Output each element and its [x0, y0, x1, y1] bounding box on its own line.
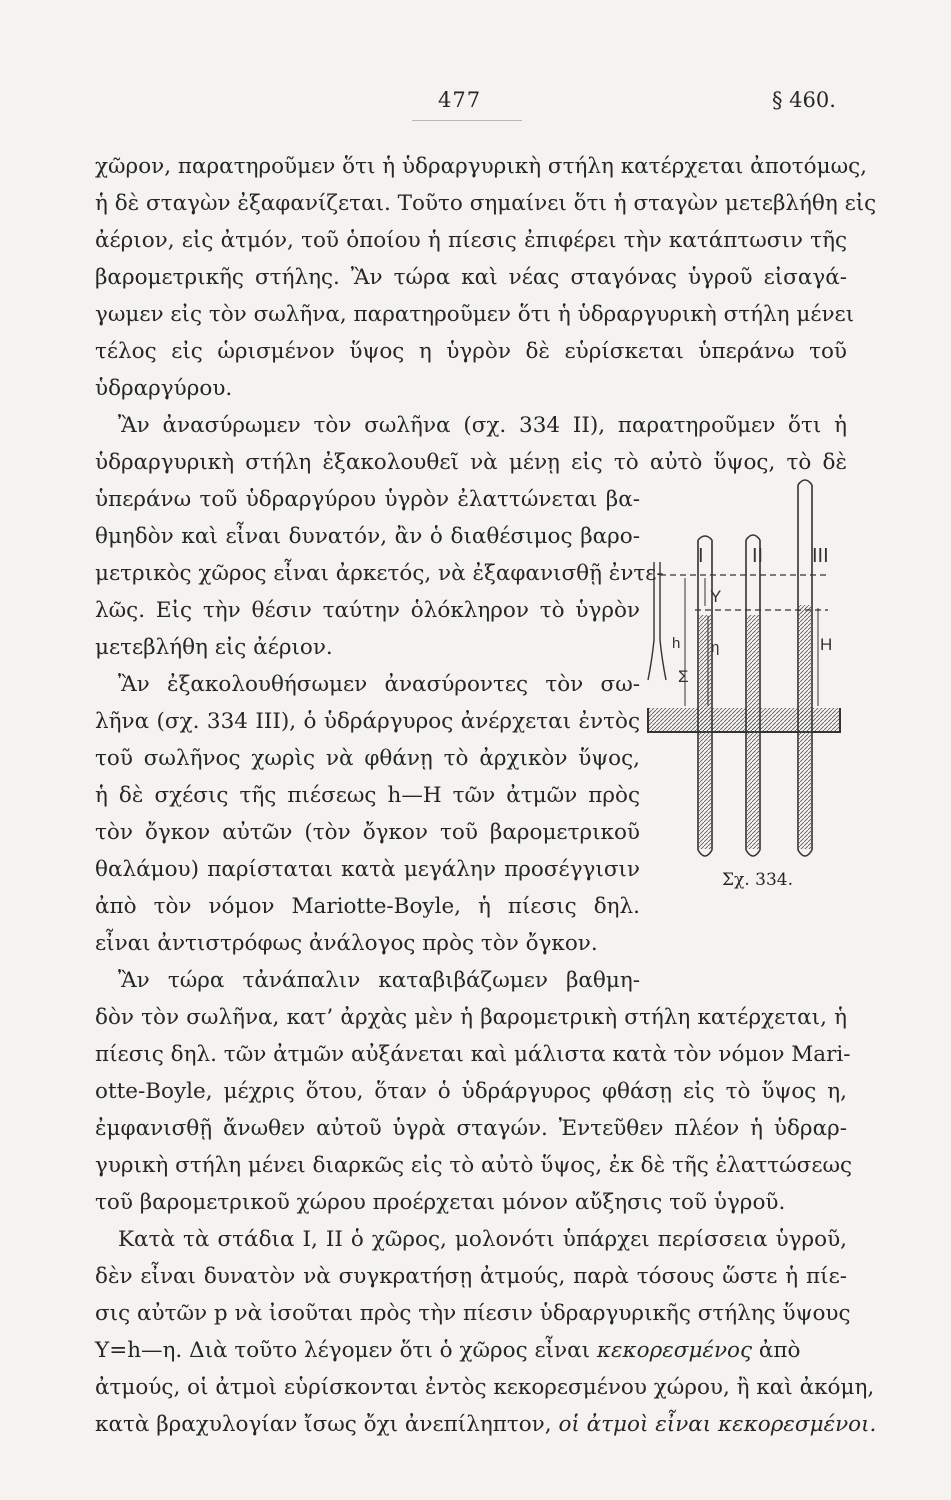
- section-number: § 460.: [772, 88, 836, 112]
- label-tube-iii: III: [812, 545, 829, 567]
- italic-term: κεκορεσμένος: [596, 1338, 753, 1363]
- text-line: ὑδραργυρικὴ στήλη ἐξακολουθεῖ νὰ μένῃ εἰς τὸ αὐτὸ ὕψος, τὸ δὲ: [95, 450, 847, 475]
- header-rule: [412, 120, 522, 121]
- text-line: Ἂν ἀνασύρωμεν τὸν σωλῆνα (σχ. 334 II), παρατηροῦμεν ὅτι ἡ: [118, 413, 847, 438]
- text-line: βαρομετρικῆς στήλης. Ἂν τώρα καὶ νέας σταγόνας ὑγροῦ εἰσαγά-: [95, 265, 847, 290]
- text-line: μετρικὸς χῶρος εἶναι ἀρκετός, νὰ ἐξαφανισθῇ ἐντε-: [95, 561, 664, 586]
- text-line: [95, 1412, 877, 1437]
- figure-334: [640, 470, 845, 900]
- text-line: δὲν εἶναι δυνατὸν νὰ συγκρατήσῃ ἀτμούς, παρὰ τόσους ὥστε ἡ πίε-: [95, 1264, 847, 1289]
- text-line: γυρικὴ στήλη μένει διαρκῶς εἰς τὸ αὐτὸ ὕψος, ἐκ δὲ τῆς ἐλαττώσεως: [95, 1153, 853, 1178]
- page-header: [0, 88, 951, 118]
- tube-i-mercury: [699, 615, 711, 849]
- text-line: ἀέριον, εἰς ἀτμόν, τοῦ ὁποίου ἡ πίεσις ἐπιφέρει τὴν κατάπτωσιν τῆς: [95, 228, 847, 253]
- text-line: Ἂν τώρα τἀνάπαλιν καταβιβάζωμεν βαθμη-: [118, 968, 640, 993]
- text-line: γωμεν εἰς τὸν σωλῆνα, παρατηροῦμεν ὅτι ἡ ὑδραργυρικὴ στήλη μένει: [95, 302, 855, 327]
- label-sigma: Σ: [678, 667, 689, 686]
- italic-term: οἱ ἀτμοὶ εἶναι κεκορεσμένοι.: [558, 1412, 877, 1437]
- figure-caption: Σχ. 334.: [722, 870, 793, 890]
- text-line: otte-Boyle, μέχρις ὅτου, ὅταν ὁ ὑδράργυρος φθάσῃ εἰς τὸ ὕψος η,: [95, 1079, 847, 1104]
- text-line: λῆνα (σχ. 334 III), ὁ ὑδράργυρος ἀνέρχεται ἐντὸς: [95, 709, 640, 734]
- text-line: ὑπεράνω τοῦ ὑδραργύρου ὑγρὸν ἐλαττώνεται βα-: [95, 487, 640, 512]
- label-y: Y: [710, 587, 722, 606]
- text-line: ἀτμούς, οἱ ἀτμοὶ εὑρίσκονται ἐντὸς κεκορεσμένου χώρου, ἢ καὶ ἀκόμη,: [95, 1375, 875, 1400]
- text-line: τέλος εἰς ὡρισμένον ὕψος η ὑγρὸν δὲ εὑρίσκεται ὑπεράνω τοῦ: [95, 339, 847, 364]
- text-fragment: κατὰ βραχυλογίαν ἴσως ὄχι ἀνεπίληπτον,: [95, 1412, 552, 1437]
- barometer-tubes-diagram: [640, 470, 845, 900]
- text-fragment: Y=h—η. Διὰ τοῦτο λέγομεν ὅτι ὁ χῶρος εἶναι: [95, 1338, 591, 1363]
- text-line: θμηδὸν καὶ εἶναι δυνατόν, ἂν ὁ διαθέσιμος βαρο-: [95, 524, 640, 549]
- label-tube-i: I: [698, 545, 704, 567]
- text-line: Ἂν ἐξακολουθήσωμεν ἀνασύροντες τὸν σω-: [118, 672, 640, 697]
- text-line: χῶρον, παρατηροῦμεν ὅτι ἡ ὑδραργυρικὴ στήλη κατέρχεται ἀποτόμως,: [95, 154, 867, 179]
- page-number: 477: [438, 88, 482, 112]
- text-line: τοῦ σωλῆνος χωρὶς νὰ φθάνῃ τὸ ἀρχικὸν ὕψος,: [95, 746, 640, 771]
- pipette: [648, 562, 666, 680]
- text-line: τὸν ὄγκον αὐτῶν (τὸν ὄγκον τοῦ βαρομετρικοῦ: [95, 820, 640, 845]
- text-line: δὸν τὸν σωλῆνα, κατ’ ἀρχὰς μὲν ἡ βαρομετρικὴ στήλη κατέρχεται, ἡ: [95, 1005, 847, 1030]
- label-eta: η: [711, 639, 720, 656]
- text-line: πίεσις δηλ. τῶν ἀτμῶν αὐξάνεται καὶ μάλιστα κατὰ τὸν νόμον Mari-: [95, 1042, 851, 1067]
- label-h: h: [672, 635, 681, 652]
- text-line: Κατὰ τὰ στάδια I, II ὁ χῶρος, μολονότι ὑπάρχει περίσσεια ὑγροῦ,: [118, 1227, 847, 1252]
- text-line: θαλάμου) παρίσταται κατὰ μεγάλην προσέγγισιν: [95, 857, 640, 882]
- text-line: [95, 1340, 847, 1362]
- text-line: μετεβλήθη εἰς ἀέριον.: [95, 635, 333, 660]
- text-line: εἶναι ἀντιστρόφως ἀνάλογος πρὸς τὸν ὄγκον.: [95, 931, 598, 956]
- label-big-h: H: [820, 635, 833, 654]
- tube-ii-mercury: [747, 615, 759, 849]
- text-line: ἡ δὲ σταγὼν ἐξαφανίζεται. Τοῦτο σημαίνει ὅτι ἡ σταγὼν μετεβλήθη εἰς: [95, 191, 877, 216]
- text-line: ἐμφανισθῇ ἄνωθεν αὐτοῦ ὑγρὰ σταγών. Ἐντεῦθεν πλέον ἡ ὑδραρ-: [95, 1116, 847, 1141]
- text-line: ὑδραργύρου.: [95, 376, 233, 401]
- text-line: σις αὐτῶν p νὰ ἰσοῦται πρὸς τὴν πίεσιν ὑδραργυρικῆς στήλης ὕψους: [95, 1301, 851, 1326]
- label-tube-ii: II: [752, 545, 764, 567]
- tube-iii-mercury: [799, 605, 811, 849]
- text-line: τοῦ βαρομετρικοῦ χώρου προέρχεται μόνον αὔξησις τοῦ ὑγροῦ.: [95, 1190, 786, 1215]
- text-line: λῶς. Εἰς τὴν θέσιν ταύτην ὁλόκληρον τὸ ὑγρὸν: [95, 598, 640, 623]
- text-fragment: ἀπὸ: [758, 1338, 801, 1363]
- text-line: ἡ δὲ σχέσις τῆς πιέσεως h—H τῶν ἀτμῶν πρὸς: [95, 783, 640, 808]
- text-line: ἀπὸ τὸν νόμον Mariotte-Boyle, ἡ πίεσις δηλ.: [95, 894, 640, 919]
